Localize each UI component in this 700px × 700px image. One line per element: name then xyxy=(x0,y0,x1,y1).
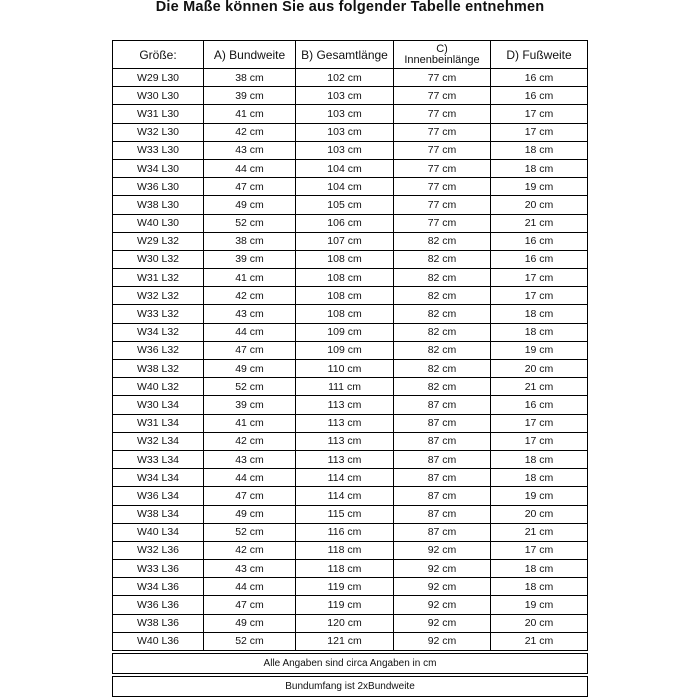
cell-hem: 16 cm xyxy=(491,69,588,87)
cell-size: W36 L30 xyxy=(113,178,204,196)
cell-hem: 18 cm xyxy=(491,469,588,487)
cell-hem: 21 cm xyxy=(491,632,588,650)
cell-inseam: 82 cm xyxy=(394,250,491,268)
cell-inseam: 82 cm xyxy=(394,323,491,341)
cell-inseam: 92 cm xyxy=(394,632,491,650)
cell-size: W40 L36 xyxy=(113,632,204,650)
table-row xyxy=(113,214,588,232)
cell-waist: 47 cm xyxy=(204,596,296,614)
cell-total-length: 120 cm xyxy=(296,614,394,632)
cell-hem: 21 cm xyxy=(491,523,588,541)
cell-inseam: 77 cm xyxy=(394,178,491,196)
cell-total-length: 121 cm xyxy=(296,632,394,650)
cell-total-length: 103 cm xyxy=(296,105,394,123)
cell-hem: 19 cm xyxy=(491,178,588,196)
cell-inseam: 77 cm xyxy=(394,123,491,141)
cell-total-length: 113 cm xyxy=(296,396,394,414)
cell-waist: 49 cm xyxy=(204,505,296,523)
cell-total-length: 106 cm xyxy=(296,214,394,232)
cell-hem: 17 cm xyxy=(491,541,588,559)
cell-inseam: 87 cm xyxy=(394,487,491,505)
cell-hem: 21 cm xyxy=(491,378,588,396)
cell-hem: 17 cm xyxy=(491,269,588,287)
header-waist: A) Bundweite xyxy=(204,41,296,69)
table-row xyxy=(113,487,588,505)
cell-waist: 41 cm xyxy=(204,105,296,123)
cell-total-length: 108 cm xyxy=(296,287,394,305)
cell-size: W38 L36 xyxy=(113,614,204,632)
cell-waist: 41 cm xyxy=(204,414,296,432)
size-chart-table xyxy=(112,40,588,697)
cell-inseam: 82 cm xyxy=(394,341,491,359)
table-row xyxy=(113,632,588,650)
cell-inseam: 82 cm xyxy=(394,232,491,250)
cell-total-length: 114 cm xyxy=(296,487,394,505)
table-row xyxy=(113,523,588,541)
cell-inseam: 77 cm xyxy=(394,159,491,177)
cell-waist: 43 cm xyxy=(204,560,296,578)
cell-hem: 18 cm xyxy=(491,450,588,468)
footnote-row xyxy=(113,677,588,697)
cell-size: W30 L30 xyxy=(113,87,204,105)
cell-hem: 16 cm xyxy=(491,250,588,268)
cell-inseam: 82 cm xyxy=(394,305,491,323)
cell-size: W34 L32 xyxy=(113,323,204,341)
cell-inseam: 77 cm xyxy=(394,196,491,214)
cell-hem: 19 cm xyxy=(491,596,588,614)
cell-waist: 38 cm xyxy=(204,232,296,250)
cell-total-length: 103 cm xyxy=(296,87,394,105)
cell-waist: 43 cm xyxy=(204,450,296,468)
table-body xyxy=(113,69,588,651)
cell-waist: 52 cm xyxy=(204,632,296,650)
cell-inseam: 87 cm xyxy=(394,414,491,432)
cell-inseam: 87 cm xyxy=(394,450,491,468)
cell-total-length: 109 cm xyxy=(296,323,394,341)
cell-waist: 49 cm xyxy=(204,360,296,378)
cell-waist: 42 cm xyxy=(204,123,296,141)
cell-waist: 52 cm xyxy=(204,378,296,396)
cell-size: W34 L30 xyxy=(113,159,204,177)
cell-hem: 18 cm xyxy=(491,159,588,177)
table-row xyxy=(113,323,588,341)
cell-hem: 20 cm xyxy=(491,614,588,632)
cell-total-length: 105 cm xyxy=(296,196,394,214)
cell-total-length: 103 cm xyxy=(296,123,394,141)
cell-hem: 18 cm xyxy=(491,323,588,341)
cell-inseam: 87 cm xyxy=(394,469,491,487)
cell-size: W31 L32 xyxy=(113,269,204,287)
cell-waist: 52 cm xyxy=(204,214,296,232)
cell-inseam: 92 cm xyxy=(394,541,491,559)
cell-hem: 17 cm xyxy=(491,414,588,432)
table-row xyxy=(113,541,588,559)
cell-inseam: 82 cm xyxy=(394,287,491,305)
cell-size: W32 L32 xyxy=(113,287,204,305)
cell-total-length: 116 cm xyxy=(296,523,394,541)
header-total-length: B) Gesamtlänge xyxy=(296,41,394,69)
header-inseam-label: Innenbeinlänge xyxy=(404,53,480,66)
cell-total-length: 118 cm xyxy=(296,560,394,578)
cell-waist: 47 cm xyxy=(204,178,296,196)
cell-total-length: 115 cm xyxy=(296,505,394,523)
cell-size: W32 L36 xyxy=(113,541,204,559)
cell-size: W30 L32 xyxy=(113,250,204,268)
header-size: Größe: xyxy=(113,41,204,69)
cell-hem: 16 cm xyxy=(491,87,588,105)
cell-total-length: 108 cm xyxy=(296,305,394,323)
cell-total-length: 108 cm xyxy=(296,269,394,287)
cell-size: W36 L34 xyxy=(113,487,204,505)
cell-waist: 43 cm xyxy=(204,141,296,159)
cell-total-length: 103 cm xyxy=(296,141,394,159)
cell-hem: 17 cm xyxy=(491,432,588,450)
cell-hem: 16 cm xyxy=(491,232,588,250)
cell-waist: 41 cm xyxy=(204,269,296,287)
table-row xyxy=(113,287,588,305)
cell-hem: 20 cm xyxy=(491,196,588,214)
cell-hem: 20 cm xyxy=(491,360,588,378)
table-row xyxy=(113,505,588,523)
cell-waist: 47 cm xyxy=(204,341,296,359)
cell-size: W40 L34 xyxy=(113,523,204,541)
cell-waist: 39 cm xyxy=(204,87,296,105)
table-row xyxy=(113,141,588,159)
cell-hem: 21 cm xyxy=(491,214,588,232)
cell-total-length: 102 cm xyxy=(296,69,394,87)
table-row xyxy=(113,560,588,578)
cell-total-length: 111 cm xyxy=(296,378,394,396)
cell-hem: 18 cm xyxy=(491,141,588,159)
cell-waist: 44 cm xyxy=(204,469,296,487)
cell-inseam: 77 cm xyxy=(394,105,491,123)
cell-size: W36 L36 xyxy=(113,596,204,614)
table-row xyxy=(113,432,588,450)
cell-hem: 19 cm xyxy=(491,341,588,359)
cell-total-length: 109 cm xyxy=(296,341,394,359)
cell-total-length: 114 cm xyxy=(296,469,394,487)
cell-total-length: 104 cm xyxy=(296,178,394,196)
cell-hem: 17 cm xyxy=(491,287,588,305)
cell-waist: 38 cm xyxy=(204,69,296,87)
table-row xyxy=(113,69,588,87)
cell-total-length: 108 cm xyxy=(296,250,394,268)
cell-waist: 44 cm xyxy=(204,578,296,596)
cell-size: W36 L32 xyxy=(113,341,204,359)
table-row xyxy=(113,305,588,323)
table-row xyxy=(113,360,588,378)
cell-size: W38 L30 xyxy=(113,196,204,214)
cell-waist: 52 cm xyxy=(204,523,296,541)
cell-size: W34 L36 xyxy=(113,578,204,596)
table-row xyxy=(113,105,588,123)
cell-total-length: 110 cm xyxy=(296,360,394,378)
cell-waist: 44 cm xyxy=(204,323,296,341)
cell-waist: 49 cm xyxy=(204,614,296,632)
cell-inseam: 92 cm xyxy=(394,560,491,578)
footnote-waist: Bundumfang ist 2xBundweite xyxy=(113,677,588,697)
table-row xyxy=(113,250,588,268)
cell-inseam: 77 cm xyxy=(394,141,491,159)
table-row xyxy=(113,596,588,614)
table-row xyxy=(113,87,588,105)
cell-inseam: 92 cm xyxy=(394,614,491,632)
table-row xyxy=(113,341,588,359)
cell-size: W31 L34 xyxy=(113,414,204,432)
cell-waist: 47 cm xyxy=(204,487,296,505)
table-row xyxy=(113,196,588,214)
cell-total-length: 113 cm xyxy=(296,432,394,450)
cell-total-length: 119 cm xyxy=(296,578,394,596)
table-row xyxy=(113,378,588,396)
page-title: Die Maße können Sie aus folgender Tabelle entnehmen xyxy=(155,0,545,15)
table-row xyxy=(113,232,588,250)
cell-size: W38 L34 xyxy=(113,505,204,523)
table-row xyxy=(113,123,588,141)
cell-size: W31 L30 xyxy=(113,105,204,123)
table-row xyxy=(113,159,588,177)
footnote-approx: Alle Angaben sind circa Angaben in cm xyxy=(113,654,588,674)
cell-waist: 44 cm xyxy=(204,159,296,177)
cell-inseam: 87 cm xyxy=(394,432,491,450)
header-inseam-prefix: C) xyxy=(436,42,448,55)
cell-size: W38 L32 xyxy=(113,360,204,378)
cell-size: W40 L32 xyxy=(113,378,204,396)
header-inseam xyxy=(394,41,491,69)
cell-total-length: 104 cm xyxy=(296,159,394,177)
cell-waist: 49 cm xyxy=(204,196,296,214)
cell-inseam: 82 cm xyxy=(394,360,491,378)
cell-size: W33 L36 xyxy=(113,560,204,578)
cell-total-length: 118 cm xyxy=(296,541,394,559)
cell-hem: 18 cm xyxy=(491,578,588,596)
cell-hem: 17 cm xyxy=(491,105,588,123)
cell-size: W33 L34 xyxy=(113,450,204,468)
cell-hem: 20 cm xyxy=(491,505,588,523)
cell-inseam: 87 cm xyxy=(394,505,491,523)
cell-size: W32 L30 xyxy=(113,123,204,141)
table-row xyxy=(113,396,588,414)
cell-inseam: 77 cm xyxy=(394,214,491,232)
table-row xyxy=(113,269,588,287)
table-row xyxy=(113,614,588,632)
cell-size: W29 L30 xyxy=(113,69,204,87)
cell-total-length: 113 cm xyxy=(296,450,394,468)
cell-waist: 39 cm xyxy=(204,250,296,268)
cell-total-length: 107 cm xyxy=(296,232,394,250)
cell-inseam: 77 cm xyxy=(394,87,491,105)
cell-inseam: 82 cm xyxy=(394,269,491,287)
cell-hem: 18 cm xyxy=(491,560,588,578)
cell-inseam: 92 cm xyxy=(394,596,491,614)
cell-hem: 16 cm xyxy=(491,396,588,414)
cell-waist: 39 cm xyxy=(204,396,296,414)
cell-inseam: 92 cm xyxy=(394,578,491,596)
cell-size: W34 L34 xyxy=(113,469,204,487)
cell-size: W33 L32 xyxy=(113,305,204,323)
cell-inseam: 87 cm xyxy=(394,396,491,414)
cell-total-length: 119 cm xyxy=(296,596,394,614)
header-hem: D) Fußweite xyxy=(491,41,588,69)
cell-waist: 42 cm xyxy=(204,287,296,305)
table-row xyxy=(113,469,588,487)
footnote-row xyxy=(113,654,588,674)
cell-hem: 19 cm xyxy=(491,487,588,505)
table-row xyxy=(113,450,588,468)
cell-size: W33 L30 xyxy=(113,141,204,159)
cell-waist: 42 cm xyxy=(204,541,296,559)
cell-size: W32 L34 xyxy=(113,432,204,450)
cell-size: W30 L34 xyxy=(113,396,204,414)
cell-hem: 18 cm xyxy=(491,305,588,323)
cell-total-length: 113 cm xyxy=(296,414,394,432)
cell-waist: 42 cm xyxy=(204,432,296,450)
cell-inseam: 87 cm xyxy=(394,523,491,541)
table-header-row xyxy=(113,41,588,69)
cell-size: W40 L30 xyxy=(113,214,204,232)
cell-size: W29 L32 xyxy=(113,232,204,250)
cell-waist: 43 cm xyxy=(204,305,296,323)
table-row xyxy=(113,578,588,596)
cell-inseam: 77 cm xyxy=(394,69,491,87)
cell-hem: 17 cm xyxy=(491,123,588,141)
table-row xyxy=(113,178,588,196)
table-row xyxy=(113,414,588,432)
cell-inseam: 82 cm xyxy=(394,378,491,396)
